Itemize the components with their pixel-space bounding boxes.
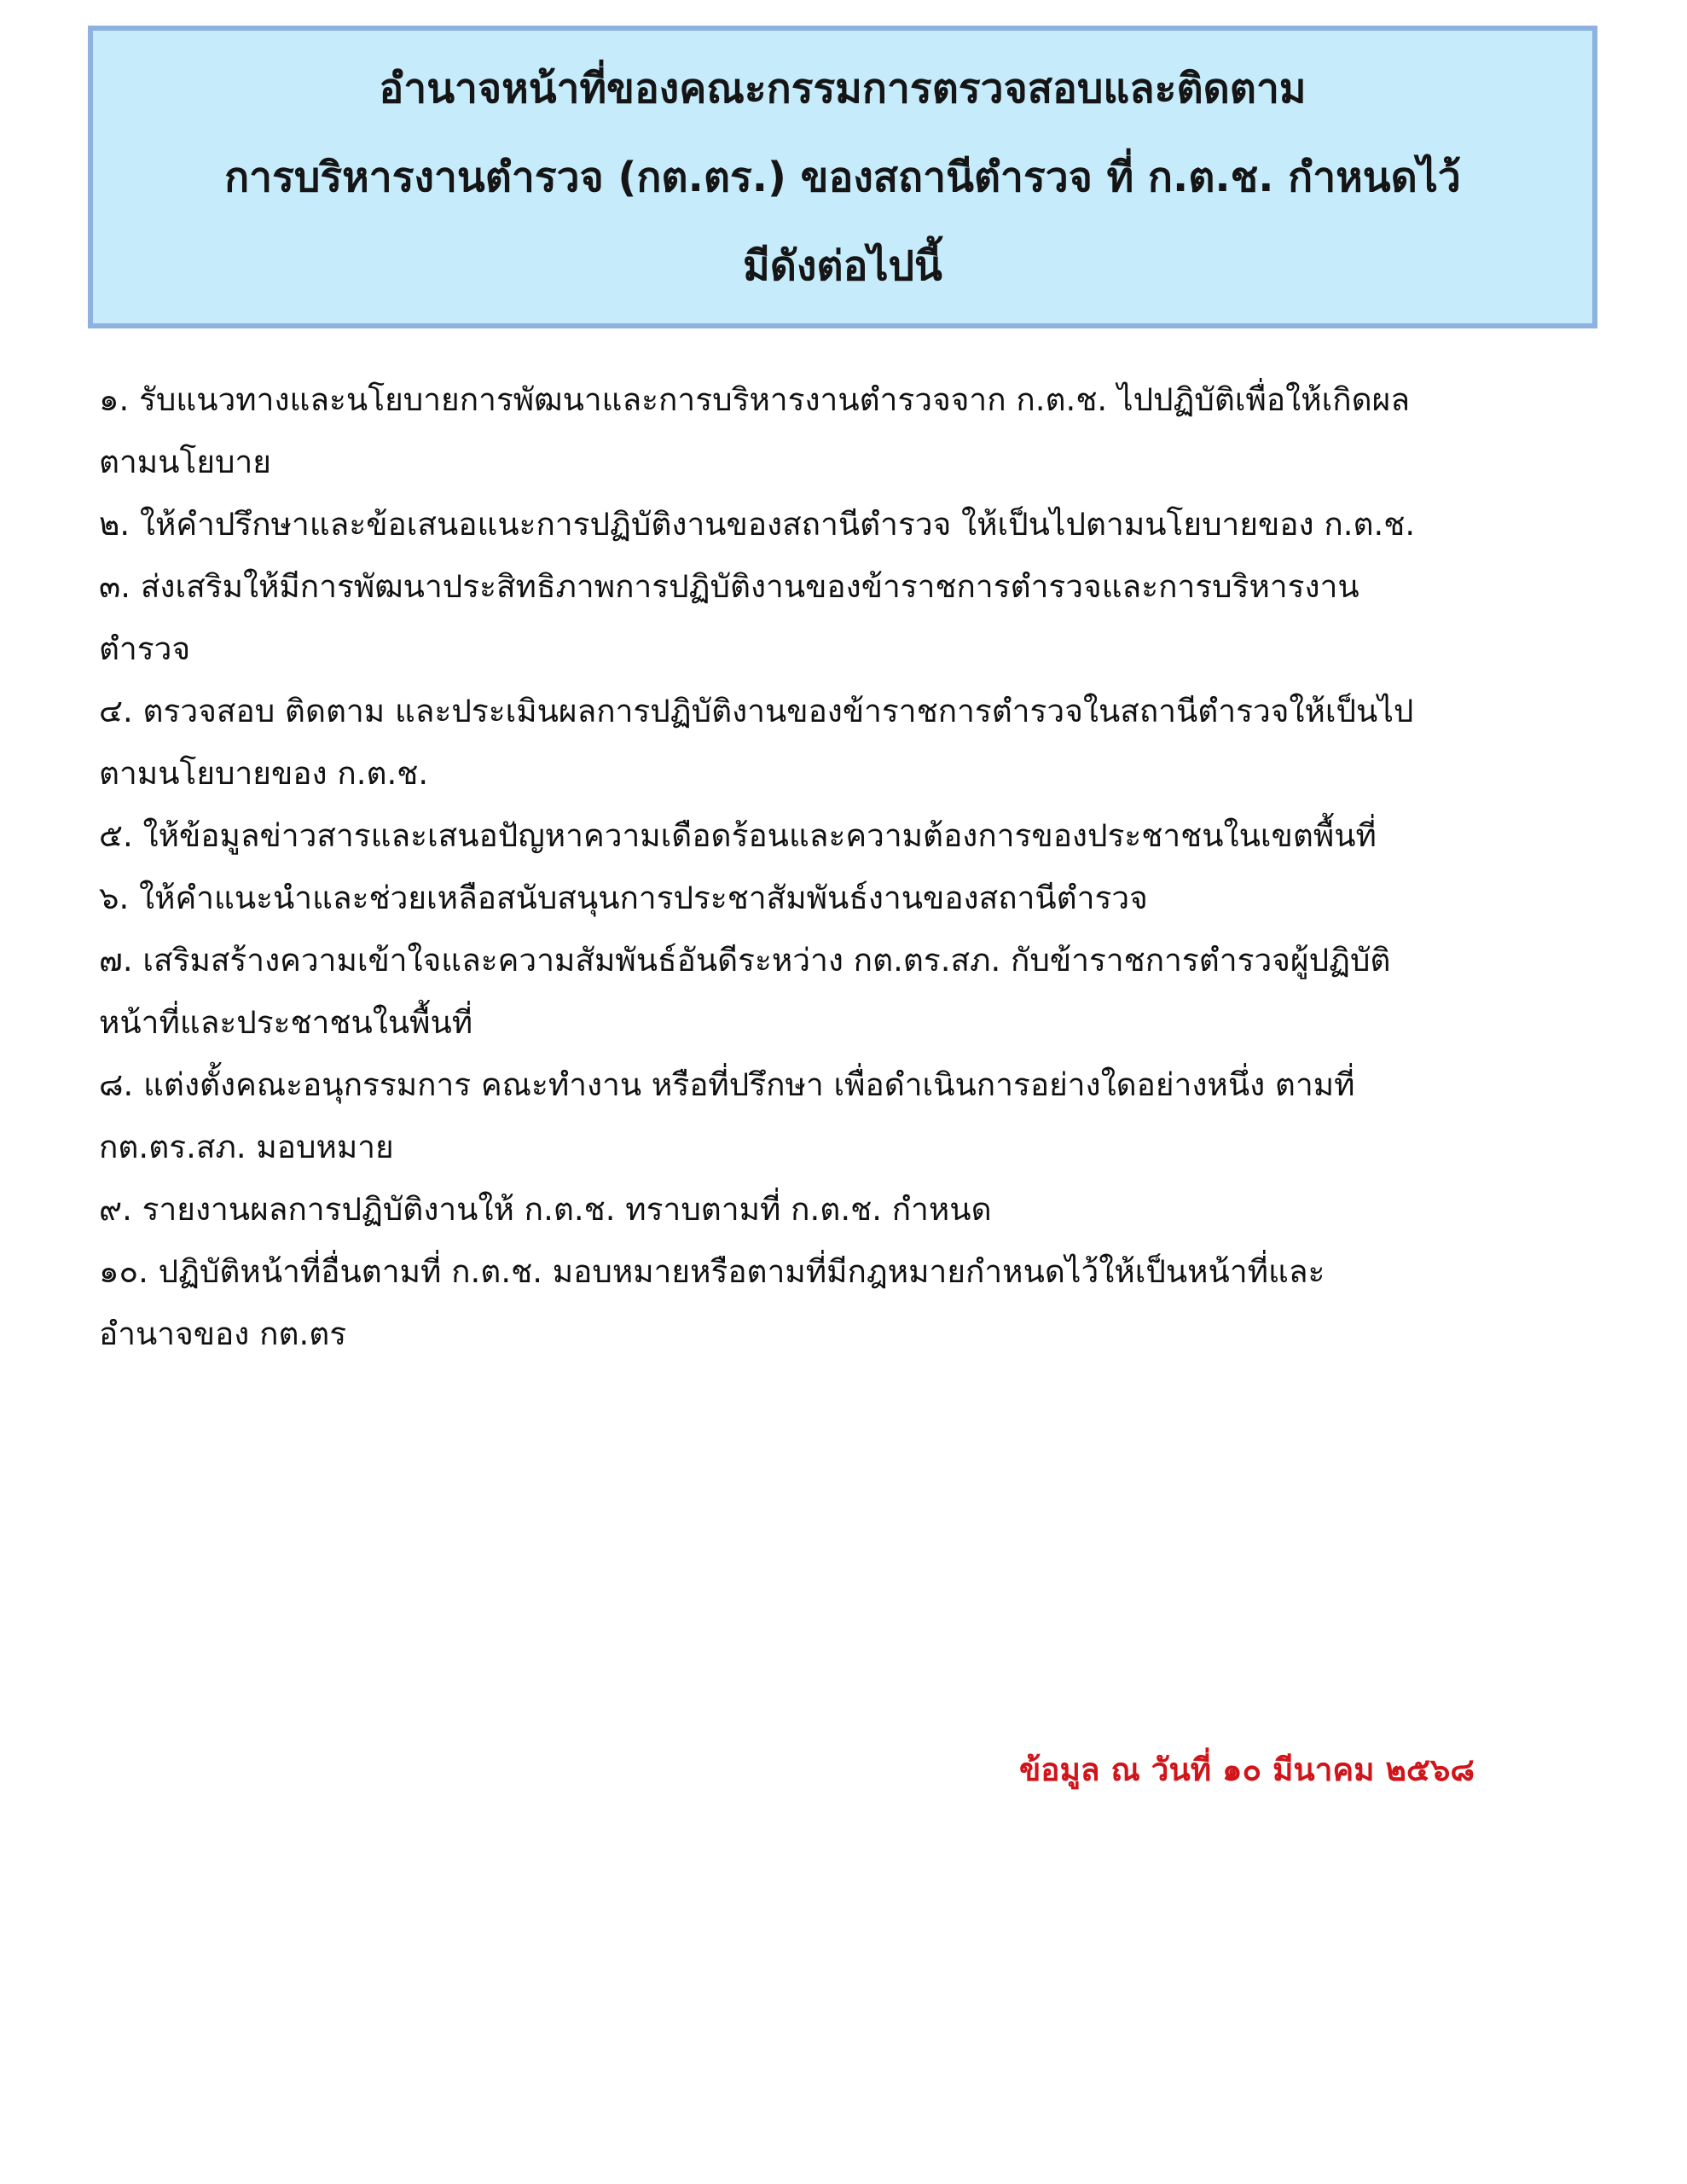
item-text: ๑. รับแนวทางและนโยบายการพัฒนาและการบริหารงานตำรวจจาก ก.ต.ช. ไปปฏิบัติเพื่อให้เกิดผล	[99, 381, 1411, 418]
item-text-continued: กต.ตร.สภ. มอบหมาย	[99, 1129, 394, 1165]
duties-list	[99, 369, 1600, 1365]
list-item	[99, 1240, 1600, 1365]
list-item	[99, 867, 1600, 929]
item-text-continued: ตำรวจ	[99, 630, 191, 667]
item-text: ๗. เสริมสร้างความเข้าใจและความสัมพันธ์อันดีระหว่าง กต.ตร.สภ. กับข้าราชการตำรวจผู้ปฏิบัติ	[99, 942, 1391, 979]
list-item	[99, 369, 1600, 493]
list-item	[99, 1178, 1600, 1240]
item-text: ๓. ส่งเสริมให้มีการพัฒนาประสิทธิภาพการปฏิบัติงานของข้าราชการตำรวจและการบริหารงาน	[99, 568, 1359, 605]
item-text: ๔. ตรวจสอบ ติดตาม และประเมินผลการปฏิบัติงานของข้าราชการตำรวจในสถานีตำรวจให้เป็นไป	[99, 693, 1414, 729]
item-text: ๙. รายงานผลการปฏิบัติงานให้ ก.ต.ช. ทราบตามที่ ก.ต.ช. กำหนด	[99, 1191, 992, 1228]
item-text: ๘. แต่งตั้งคณะอนุกรรมการ คณะทำงาน หรือที่ปรึกษา เพื่อดำเนินการอย่างใดอย่างหนึ่ง ตามที่	[99, 1066, 1355, 1103]
item-text: ๖. ให้คำแนะนำและช่วยเหลือสนับสนุนการประชาสัมพันธ์งานของสถานีตำรวจ	[99, 880, 1148, 916]
page-title-line-1: อำนาจหน้าที่ของคณะกรรมการตรวจสอบและติดตาม	[379, 64, 1307, 113]
item-text-continued: ตามนโยบาย	[99, 444, 271, 480]
list-item	[99, 680, 1600, 804]
list-item	[99, 929, 1600, 1054]
item-text-continued: หน้าที่และประชาชนในพื้นที่	[99, 1004, 473, 1041]
title-box	[88, 26, 1597, 328]
list-item	[99, 1054, 1600, 1178]
list-item	[99, 804, 1600, 867]
list-item	[99, 555, 1600, 680]
item-text: ๒. ให้คำปรึกษาและข้อเสนอแนะการปฏิบัติงานของสถานีตำรวจ ให้เป็นไปตามนโยบายของ ก.ต.ช.	[99, 506, 1416, 543]
item-text: ๕. ให้ข้อมูลข่าวสารและเสนอปัญหาความเดือดร้อนและความต้องการของประชาชนในเขตพื้นที่	[99, 817, 1377, 854]
list-item	[99, 493, 1600, 555]
item-text: ๑๐. ปฏิบัติหน้าที่อื่นตามที่ ก.ต.ช. มอบหมายหรือตามที่มีกฎหมายกำหนดไว้ให้เป็นหน้าที่และ	[99, 1253, 1325, 1290]
data-date-note: ข้อมูล ณ วันที่ ๑๐ มีนาคม ๒๕๖๘	[1019, 1751, 1475, 1788]
item-text-continued: อำนาจของ กต.ตร	[99, 1316, 347, 1352]
item-text-continued: ตามนโยบายของ ก.ต.ช.	[99, 755, 429, 792]
page-title-line-3: มีดังต่อไปนี้	[743, 241, 942, 290]
page-title-line-2: การบริหารงานตำรวจ (กต.ตร.) ของสถานีตำรวจ ที่ ก.ต.ช. กำหนดไว้	[224, 153, 1461, 201]
